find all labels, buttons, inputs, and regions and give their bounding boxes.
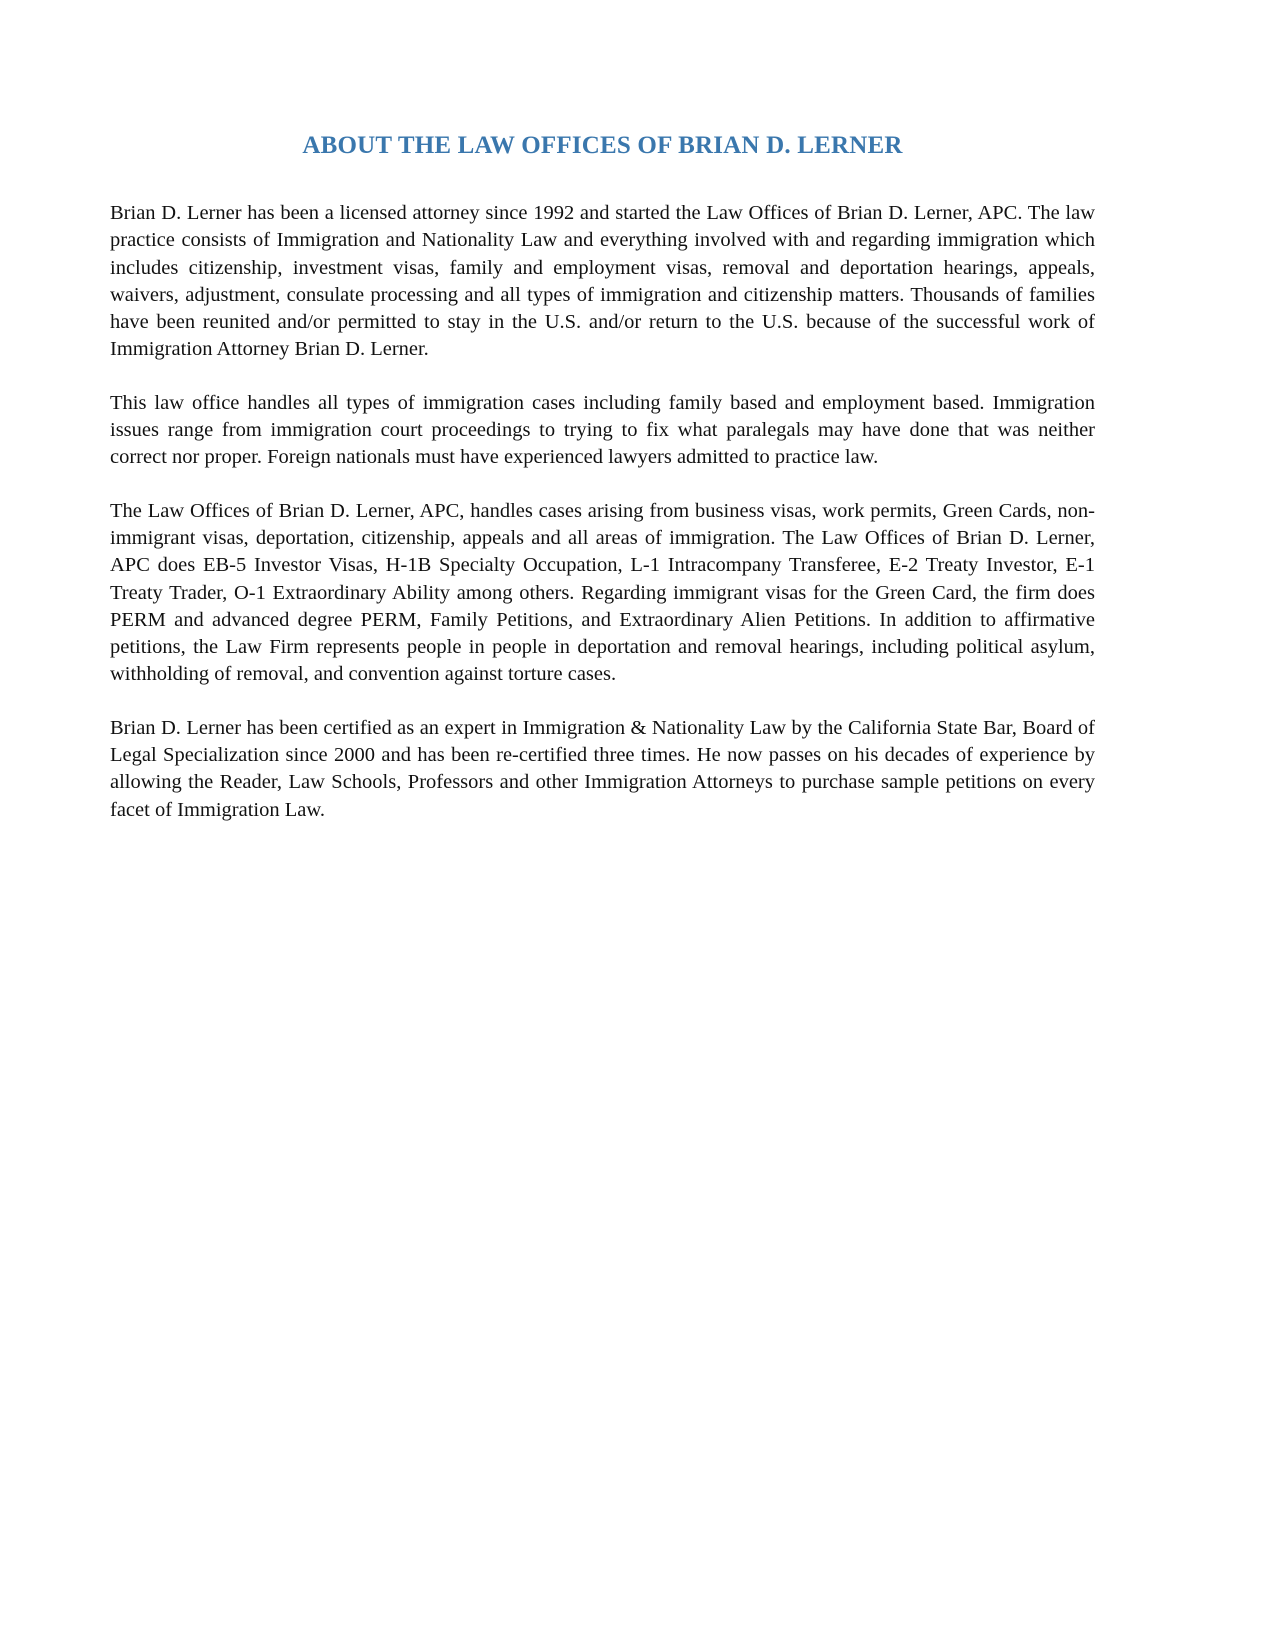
document-body xyxy=(110,200,1095,824)
paragraph-visa-services: The Law Offices of Brian D. Lerner, APC, handles cases arising from business visas, work permits, Green Cards, non-immigrant visas, deportation, citizenship, appeals and all areas of immigration. The Law Offices of Brian D. Lerner, APC does EB-5 Investor Visas, H-1B Specialty Occupation, L-1 Intracompany Transferee, E-2 Treaty Investor, E-1 Treaty Trader, O-1 Extraordinary Ability among others. Regarding immigrant visas for the Green Card, the firm does PERM and advanced degree PERM, Family Petitions, and Extraordinary Alien Petitions. In addition to affirmative petitions, the Law Firm represents people in people in deportation and removal hearings, including political asylum, withholding of removal, and convention against torture cases. xyxy=(110,499,1095,686)
page-title: ABOUT THE LAW OFFICES OF BRIAN D. LERNER xyxy=(302,132,903,159)
paragraph-certification: Brian D. Lerner has been certified as an expert in Immigration & Nationality Law by the California State Bar, Board of Legal Specialization since 2000 and has been re-certified three times. He now passes on his decades of experience by allowing the Reader, Law Schools, Professors and other Immigration Attorneys to purchase sample petitions on every facet of Immigration Law. xyxy=(110,716,1095,821)
paragraph-case-types: This law office handles all types of immigration cases including family based and employment based. Immigration issues range from immigration court proceedings to trying to fix what paralegals may have done that was neither correct nor proper. Foreign nationals must have experienced lawyers admitted to practice law. xyxy=(110,391,1095,469)
document-content xyxy=(110,0,1095,824)
paragraph-intro: Brian D. Lerner has been a licensed attorney since 1992 and started the Law Offices of Brian D. Lerner, APC. The law practice consists of Immigration and Nationality Law and everything involved with and regarding immigration which includes citizenship, investment visas, family and employment visas, removal and deportation hearings, appeals, waivers, adjustment, consulate processing and all types of immigration and citizenship matters. Thousands of families have been reunited and/or permitted to stay in the U.S. and/or return to the U.S. because of the successful work of Immigration Attorney Brian D. Lerner. xyxy=(110,202,1095,361)
